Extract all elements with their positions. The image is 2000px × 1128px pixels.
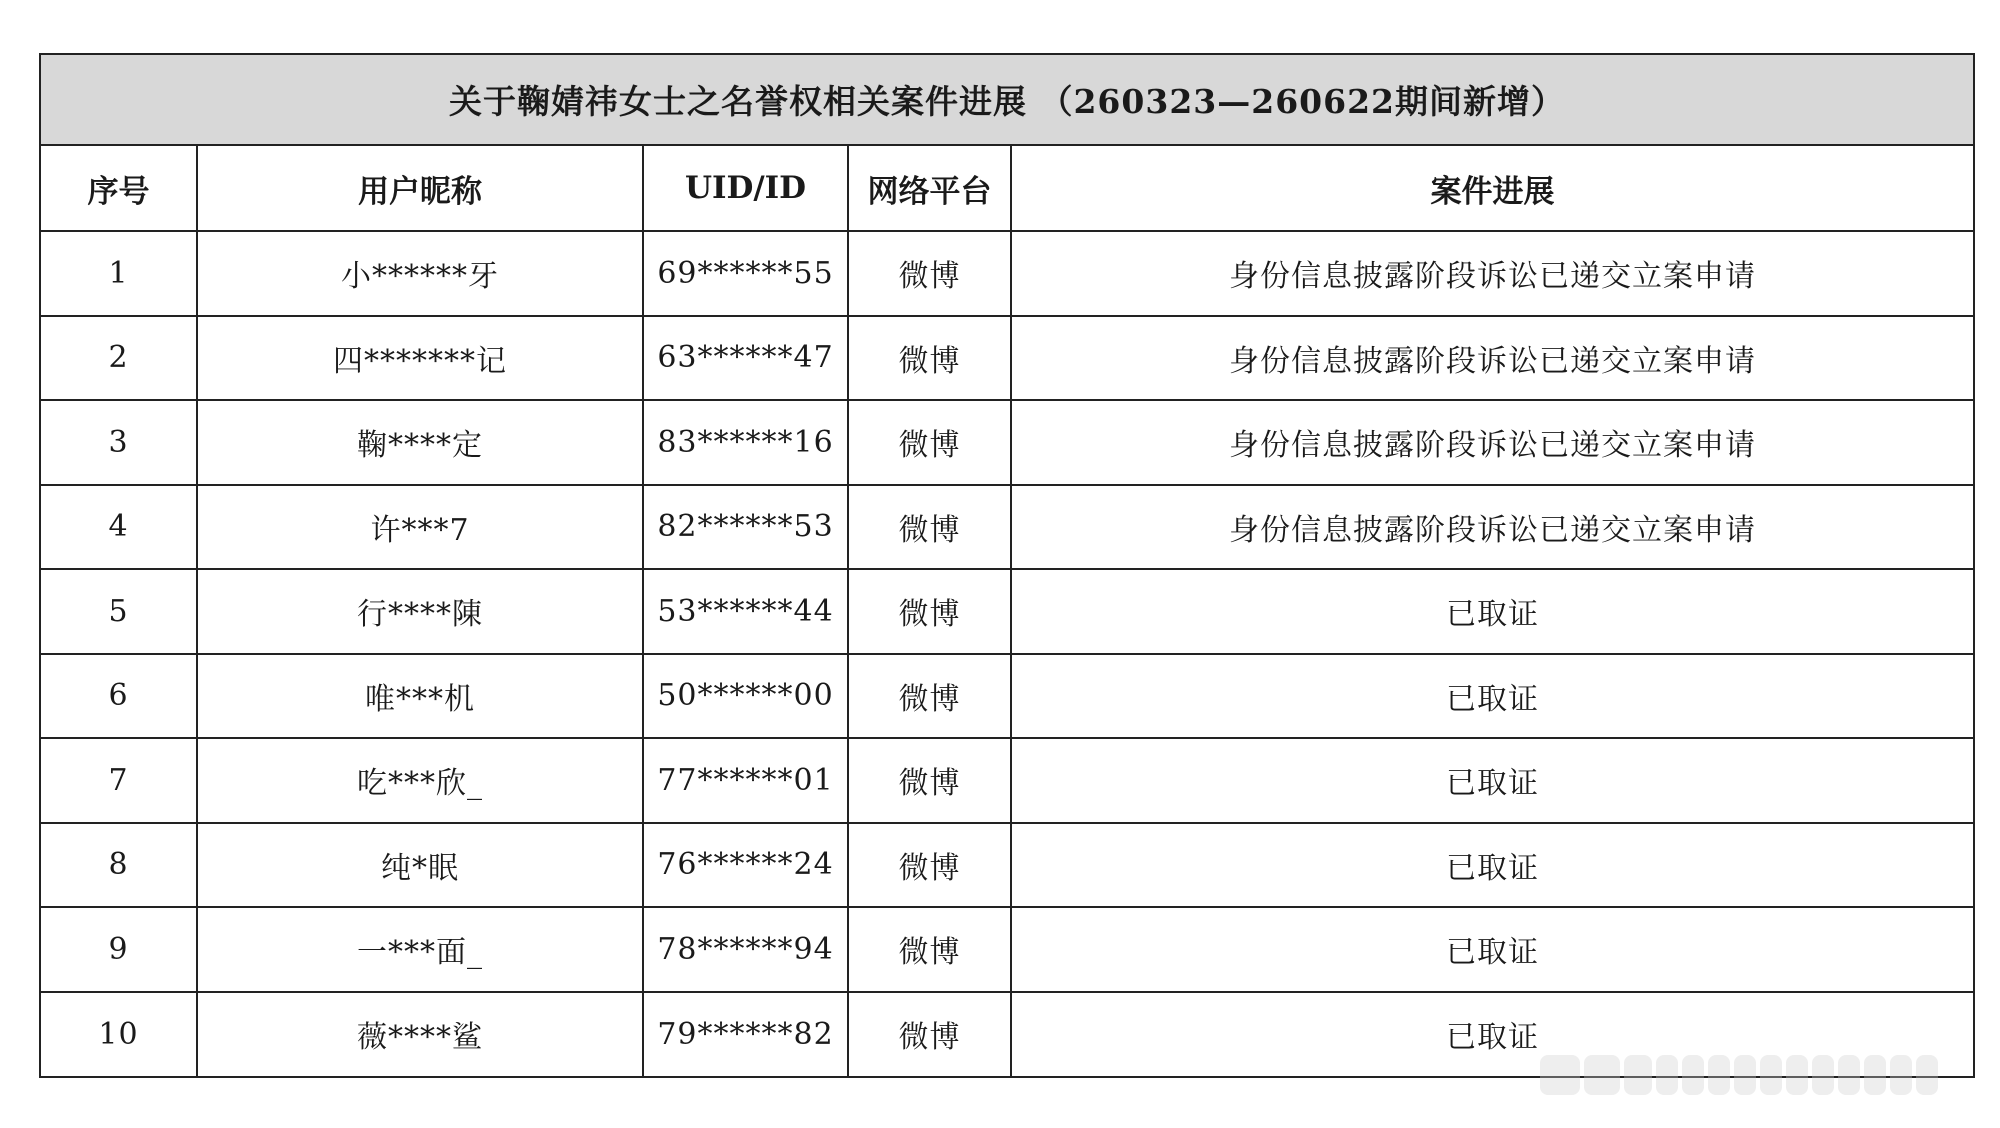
cell-platform: 微博: [848, 823, 1011, 908]
cell-no: 9: [41, 907, 197, 992]
watermark-glyph: [1864, 1055, 1886, 1095]
cell-no: 10: [41, 992, 197, 1077]
case-progress-table: [41, 146, 1973, 1076]
table-row: [41, 316, 1973, 401]
cell-uid: 82******53: [643, 485, 848, 570]
cell-nickname: 薇****鲨: [197, 992, 643, 1077]
table-row: [41, 485, 1973, 570]
cell-platform: 微博: [848, 400, 1011, 485]
watermark-glyph: [1838, 1055, 1860, 1095]
watermark-glyph: [1760, 1055, 1782, 1095]
watermark-glyph: [1890, 1055, 1912, 1095]
cell-progress: 已取证: [1011, 654, 1973, 739]
cell-progress: 已取证: [1011, 823, 1973, 908]
platform-watermark: [1540, 1052, 1980, 1098]
cell-nickname: 小******牙: [197, 231, 643, 316]
cell-no: 2: [41, 316, 197, 401]
cell-progress: 身份信息披露阶段诉讼已递交立案申请: [1011, 485, 1973, 570]
cell-platform: 微博: [848, 569, 1011, 654]
cell-platform: 微博: [848, 316, 1011, 401]
cell-platform: 微博: [848, 485, 1011, 570]
cell-progress: 身份信息披露阶段诉讼已递交立案申请: [1011, 316, 1973, 401]
cell-platform: 微博: [848, 907, 1011, 992]
cell-nickname: 一***面_: [197, 907, 643, 992]
watermark-glyph: [1656, 1055, 1678, 1095]
cell-no: 7: [41, 738, 197, 823]
cell-no: 6: [41, 654, 197, 739]
cell-nickname: 唯***机: [197, 654, 643, 739]
watermark-glyph: [1624, 1055, 1652, 1095]
cell-progress: 已取证: [1446, 1020, 1539, 1056]
cell-uid: 76******24: [643, 823, 848, 908]
watermark-glyph: [1584, 1055, 1620, 1095]
watermark-glyph: [1812, 1055, 1834, 1095]
watermark-glyph: [1786, 1055, 1808, 1095]
table-row: [41, 823, 1973, 908]
table-row: [41, 569, 1973, 654]
watermark-glyph: [1682, 1055, 1704, 1095]
header-platform: 网络平台: [848, 146, 1011, 231]
table-row: [41, 400, 1973, 485]
header-nickname: 用户昵称: [197, 146, 643, 231]
cell-nickname: 许***7: [197, 485, 643, 570]
cell-nickname: 纯*眠: [197, 823, 643, 908]
cell-platform: 微博: [848, 231, 1011, 316]
cell-uid: 77******01: [643, 738, 848, 823]
cell-no: 5: [41, 569, 197, 654]
cell-nickname: 吃***欣_: [197, 738, 643, 823]
header-uid: UID/ID: [643, 146, 848, 231]
cell-platform: 微博: [848, 738, 1011, 823]
watermark-glyph: [1916, 1055, 1938, 1095]
cell-no: 4: [41, 485, 197, 570]
cell-uid: 83******16: [643, 400, 848, 485]
cell-no: 3: [41, 400, 197, 485]
cell-progress: 身份信息披露阶段诉讼已递交立案申请: [1011, 231, 1973, 316]
cell-no: 8: [41, 823, 197, 908]
watermark-glyph: [1708, 1055, 1730, 1095]
table-row: [41, 907, 1973, 992]
cell-platform: 微博: [848, 992, 1011, 1077]
cell-nickname: 行****陳: [197, 569, 643, 654]
cell-uid: 78******94: [643, 907, 848, 992]
cell-platform: 微博: [848, 654, 1011, 739]
cell-progress: 已取证: [1011, 738, 1973, 823]
cell-progress: 身份信息披露阶段诉讼已递交立案申请: [1011, 400, 1973, 485]
header-no: 序号: [41, 146, 197, 231]
cell-no: 1: [41, 231, 197, 316]
cell-nickname: 鞠****定: [197, 400, 643, 485]
cell-progress: 已取证: [1011, 907, 1973, 992]
cell-uid: 50******00: [643, 654, 848, 739]
table-row: [41, 738, 1973, 823]
cell-nickname: 四*******记: [197, 316, 643, 401]
watermark-glyph: [1540, 1055, 1580, 1095]
header-progress: 案件进展: [1011, 146, 1973, 231]
cell-uid: 79******82: [643, 992, 848, 1077]
cell-uid: 69******55: [643, 231, 848, 316]
table-row: [41, 231, 1973, 316]
table-title: 关于鞠婧祎女士之名誉权相关案件进展 （260323—260622期间新增）: [41, 55, 1973, 146]
cell-uid: 53******44: [643, 569, 848, 654]
watermark-glyph: [1734, 1055, 1756, 1095]
header-row: [41, 146, 1973, 231]
case-progress-table-container: [39, 53, 1975, 1078]
cell-uid: 63******47: [643, 316, 848, 401]
table-row: [41, 654, 1973, 739]
cell-progress: 已取证: [1011, 569, 1973, 654]
